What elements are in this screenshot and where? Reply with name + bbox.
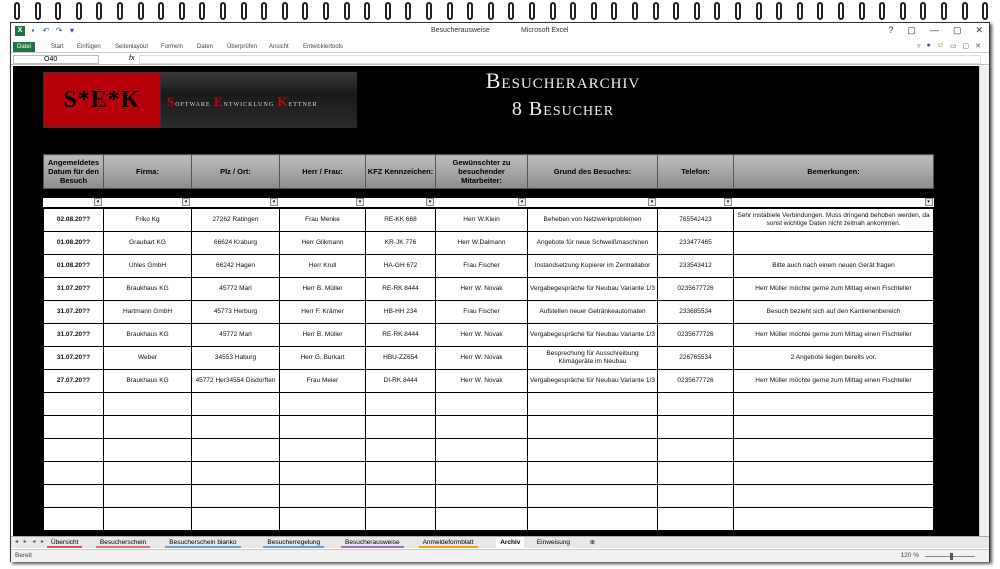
title-bar (11, 23, 989, 41)
filter-cell (734, 198, 934, 207)
empty-cell[interactable] (528, 507, 658, 530)
app-title: Microsoft Excel (521, 27, 569, 34)
table-cell[interactable]: 45772 Marl (192, 277, 280, 300)
table-cell[interactable]: Braukhaus KG (104, 277, 192, 300)
binding-ring (241, 2, 247, 20)
sheet-tab[interactable]: Übersicht (47, 537, 82, 548)
empty-cell[interactable] (734, 438, 934, 461)
empty-cell[interactable] (366, 438, 436, 461)
table-cell[interactable] (734, 231, 934, 254)
empty-table-row (44, 484, 934, 507)
empty-cell[interactable] (528, 415, 658, 438)
filter-dropdown-icon[interactable]: ▾ (518, 198, 526, 206)
filter-dropdown-icon[interactable]: ▾ (182, 198, 190, 206)
vertical-scrollbar[interactable] (979, 66, 989, 536)
chevron-down-icon[interactable]: ▿ (916, 43, 921, 50)
save-icon[interactable]: ▪ (31, 26, 35, 35)
binding-ring (96, 2, 102, 20)
sheet-tab[interactable]: Besucherschein blanko (165, 537, 240, 548)
filter-cell (658, 198, 734, 207)
empty-cell[interactable] (44, 461, 104, 484)
table-cell[interactable]: 0235677726 (658, 323, 734, 346)
binding-ring (982, 2, 988, 20)
restore-icon[interactable]: ▢ (962, 43, 970, 50)
table-cell[interactable]: 34553 Haburg (192, 346, 280, 369)
table-cell[interactable]: 31.07.20?? (44, 346, 104, 369)
binding-ring (570, 2, 576, 20)
table-cell[interactable]: 226765534 (658, 346, 734, 369)
tab-datei[interactable]: Datei (13, 42, 35, 52)
binding-ring (282, 2, 288, 20)
table-cell[interactable]: 02.08.20?? (44, 208, 104, 231)
binding-ring (261, 2, 267, 20)
empty-cell[interactable] (528, 392, 658, 415)
empty-cell[interactable] (280, 438, 366, 461)
binding-ring (550, 2, 556, 20)
help-circle-icon[interactable]: ● (926, 42, 931, 49)
filter-cell (104, 198, 192, 207)
column-header: Telefon: (658, 155, 734, 189)
sheet-tab[interactable]: Besucherausweise (341, 537, 404, 548)
document-title: Besucherausweise (431, 27, 490, 34)
customize-toolbar-icon[interactable]: ▾ (69, 26, 74, 35)
binding-ring (508, 2, 514, 20)
logo-text: S*E*K (63, 87, 141, 113)
table-cell[interactable]: Angebote für neue Schweißmaschinen (528, 231, 658, 254)
sheet-tab[interactable]: Besucherregelung (263, 537, 324, 548)
table-cell[interactable]: Herr Müller möchte gerne zum Mittag einen Fischteller (734, 369, 934, 392)
empty-cell[interactable] (280, 461, 366, 484)
table-cell[interactable]: 2 Angebote liegen bereits vor. (734, 346, 934, 369)
filter-cell (44, 198, 104, 207)
column-header: Plz / Ort: (192, 155, 280, 189)
tab-daten[interactable]: Daten (197, 44, 214, 50)
table-row (44, 323, 934, 346)
quick-access-toolbar (15, 26, 77, 36)
tab-einfuegen[interactable]: Einfügen (77, 44, 101, 50)
tab-navigation-arrows[interactable]: ◂ ▸ ◂ ▸ (15, 539, 47, 545)
empty-cell[interactable] (734, 484, 934, 507)
filter-cell (192, 198, 280, 207)
table-cell[interactable]: 45773 Herburg (192, 300, 280, 323)
sheet-tab[interactable]: Anmeldeformblatt (419, 537, 478, 548)
table-cell[interactable]: Beheben von Netzwerkproblemen (528, 208, 658, 231)
fx-icon[interactable]: fx (129, 55, 135, 62)
excel-logo-icon: X (15, 26, 25, 36)
status-bar (11, 549, 989, 562)
binding-ring (632, 2, 638, 20)
filter-cell (528, 198, 658, 207)
formula-input[interactable] (139, 55, 981, 64)
binding-ring (158, 2, 164, 20)
table-cell[interactable]: Herr Müller möchte gerne zum Mittag einen Fischteller (734, 323, 934, 346)
table-cell[interactable]: Herr W.Klein (436, 208, 528, 231)
table-cell[interactable]: Besprechung für Ausschreibung Klimageräte im Neubau (528, 346, 658, 369)
minimize-ribbon-icon[interactable]: ▭ (949, 43, 957, 50)
sheet-title: Besucherarchiv (485, 68, 641, 93)
column-header: Herr / Frau: (280, 155, 366, 189)
empty-cell[interactable] (192, 484, 280, 507)
column-header: KFZ Kennzeichen: (366, 155, 436, 189)
binding-ring (962, 2, 968, 20)
empty-cell[interactable] (280, 415, 366, 438)
empty-cell[interactable] (436, 392, 528, 415)
tab-start[interactable]: Start (51, 44, 64, 50)
table-cell[interactable]: Herr G. Burkart (280, 346, 366, 369)
binding-ring (447, 2, 453, 20)
table-cell[interactable]: 66242 Hagen (192, 254, 280, 277)
table-cell[interactable]: Braukhaus KG (104, 369, 192, 392)
visitor-count: 8 Besucher (511, 98, 615, 120)
empty-table-row (44, 507, 934, 530)
table-cell[interactable]: Sehr instabiele Verbindungen. Muss dringend behoben werden, da sonst wichtige Daten nicht zeitnah ankommen. (734, 208, 934, 231)
column-header: Bemerkungen: (734, 155, 934, 189)
column-header: Angemeldetes Datum für den Besuch (44, 155, 104, 189)
table-cell[interactable]: RE-RK 8444 (366, 323, 436, 346)
tab-seitenlayout[interactable]: Seitenlayout (115, 44, 149, 50)
empty-cell[interactable] (436, 438, 528, 461)
table-cell[interactable]: Herr F. Krämer (280, 300, 366, 323)
table-cell[interactable]: Uhles GmbH (104, 254, 192, 277)
binding-ring (179, 2, 185, 20)
sek-logo (43, 72, 161, 128)
sheet-tabs (11, 536, 989, 548)
table-row (44, 369, 934, 392)
binding-ring (653, 2, 659, 20)
empty-cell[interactable] (436, 484, 528, 507)
empty-cell[interactable] (366, 507, 436, 530)
empty-cell[interactable] (44, 507, 104, 530)
binding-ring (405, 2, 411, 20)
binding-ring (900, 2, 906, 20)
empty-cell[interactable] (192, 507, 280, 530)
binding-ring (426, 2, 432, 20)
empty-cell[interactable] (734, 507, 934, 530)
empty-cell[interactable] (528, 461, 658, 484)
sheet-tab[interactable]: Einweisung (533, 537, 574, 548)
table-cell[interactable]: Hartmann GmbH (104, 300, 192, 323)
empty-cell[interactable] (366, 461, 436, 484)
table-cell[interactable]: RE-RK 8444 (366, 277, 436, 300)
zoom-slider-thumb[interactable] (950, 553, 953, 560)
table-cell[interactable]: RE-KK 668 (366, 208, 436, 231)
binding-ring (756, 2, 762, 20)
binding-ring (797, 2, 803, 20)
empty-cell[interactable] (104, 461, 192, 484)
empty-cell[interactable] (104, 415, 192, 438)
sheet-tab[interactable]: Besucherschein (96, 537, 150, 548)
empty-table-row (44, 392, 934, 415)
binding-ring (714, 2, 720, 20)
table-cell[interactable]: Friko Kg (104, 208, 192, 231)
empty-table-row (44, 415, 934, 438)
table-cell[interactable]: Vergabegespräche für Neubau Variante 1/3 (528, 323, 658, 346)
table-cell[interactable]: Herr Krull (280, 254, 366, 277)
column-header: Gewünschter zu besuchender Mitarbeiter: (436, 155, 528, 189)
redo-icon[interactable]: ↷ (55, 26, 63, 35)
table-cell[interactable]: Herr B. Müller (280, 277, 366, 300)
binding-ring (817, 2, 823, 20)
formula-bar (11, 54, 989, 65)
table-cell[interactable]: 233685534 (658, 300, 734, 323)
binding-ring (673, 2, 679, 20)
table-cell[interactable]: Instandsetzung Kopierer im Zentrallabor (528, 254, 658, 277)
empty-table-row (44, 461, 934, 484)
empty-cell[interactable] (528, 484, 658, 507)
table-cell[interactable]: Herr Müller möchte gerne zum Mittag einen Fischteller (734, 277, 934, 300)
table-row (44, 254, 934, 277)
close-button[interactable]: ✕ (975, 25, 983, 35)
table-cell[interactable]: 31.07.20?? (44, 300, 104, 323)
empty-cell[interactable] (436, 415, 528, 438)
table-cell[interactable]: Herr W.Dalmann (436, 231, 528, 254)
table-cell[interactable]: 765542423 (658, 208, 734, 231)
table-cell[interactable]: Herr W. Novak (436, 323, 528, 346)
empty-cell[interactable] (528, 438, 658, 461)
column-header: Grund des Besuches: (528, 155, 658, 189)
table-cell[interactable]: Weber (104, 346, 192, 369)
excel-window (10, 22, 990, 562)
table-cell[interactable]: Frau Fischer (436, 254, 528, 277)
binding-ring (344, 2, 350, 20)
table-cell[interactable]: 27.07.20?? (44, 369, 104, 392)
empty-cell[interactable] (104, 484, 192, 507)
empty-cell[interactable] (44, 392, 104, 415)
table-cell[interactable]: 01.08.20?? (44, 231, 104, 254)
tab-ueberpruefen[interactable]: Überprüfen (227, 44, 258, 50)
binding-ring (735, 2, 741, 20)
binding-ring (220, 2, 226, 20)
empty-cell[interactable] (44, 484, 104, 507)
binding-ring (920, 2, 926, 20)
table-cell[interactable]: Frau Fischer (436, 300, 528, 323)
binding-ring (694, 2, 700, 20)
minimize-button[interactable]: — (929, 25, 939, 35)
filter-dropdown-icon[interactable]: ▾ (270, 198, 278, 206)
table-row (44, 277, 934, 300)
empty-cell[interactable] (104, 392, 192, 415)
empty-cell[interactable] (658, 392, 734, 415)
add-sheet-icon[interactable]: ⊕ (589, 539, 596, 546)
binding-ring (879, 2, 885, 20)
empty-cell[interactable] (658, 461, 734, 484)
binding-ring (76, 2, 82, 20)
table-cell[interactable]: Herr W. Novak (436, 369, 528, 392)
empty-cell[interactable] (658, 438, 734, 461)
tab-ansicht[interactable]: Ansicht (269, 44, 289, 50)
table-cell[interactable]: Aufstellen neuer Getränkeautomaten (528, 300, 658, 323)
binding-ring (323, 2, 329, 20)
filter-dropdown-icon[interactable]: ▾ (426, 198, 434, 206)
table-cell[interactable]: DI-RK 8444 (366, 369, 436, 392)
table-cell[interactable]: 45772 Marl (192, 323, 280, 346)
tab-entwicklertools[interactable]: Entwicklertools (303, 44, 344, 50)
binding-ring (467, 2, 473, 20)
table-cell[interactable]: Vergabegespräche für Neubau Variante 1/3 (528, 277, 658, 300)
filter-dropdown-icon[interactable]: ▾ (94, 198, 102, 206)
table-row (44, 231, 934, 254)
filter-row (43, 198, 934, 207)
filter-dropdown-icon[interactable]: ▾ (724, 198, 732, 206)
empty-cell[interactable] (734, 461, 934, 484)
name-box[interactable]: O40 (13, 55, 99, 64)
smiley-icon[interactable]: ☺ (936, 42, 944, 49)
table-cell[interactable]: 45772 Her34554 Disdorften (192, 369, 280, 392)
spiral-binding (0, 0, 1000, 22)
table-cell[interactable]: 0235677726 (658, 277, 734, 300)
table-cell[interactable]: KR-JK 776 (366, 231, 436, 254)
table-row (44, 300, 934, 323)
table-cell[interactable]: 0235677726 (658, 369, 734, 392)
filter-dropdown-icon[interactable]: ▾ (925, 198, 933, 206)
binding-ring (529, 2, 535, 20)
binding-ring (941, 2, 947, 20)
binding-ring (302, 2, 308, 20)
binding-ring (364, 2, 370, 20)
binding-ring (591, 2, 597, 20)
table-cell[interactable]: 01.08.20?? (44, 254, 104, 277)
empty-cell[interactable] (280, 392, 366, 415)
table-cell[interactable]: Frau Menke (280, 208, 366, 231)
maximize-button[interactable]: ▢ (952, 25, 962, 35)
help-icon[interactable]: ? (888, 25, 894, 35)
sheet-tab[interactable]: Archiv (496, 537, 524, 548)
table-cell[interactable]: 66624 Kraburg (192, 231, 280, 254)
table-cell[interactable]: Herr W. Novak (436, 346, 528, 369)
binding-ring (385, 2, 391, 20)
empty-cell[interactable] (280, 484, 366, 507)
empty-table-row (44, 438, 934, 461)
binding-ring (55, 2, 61, 20)
empty-cell[interactable] (104, 438, 192, 461)
binding-ring (14, 2, 20, 20)
table-row (44, 208, 934, 231)
visitor-table (43, 207, 934, 531)
column-header: Firma: (104, 155, 192, 189)
empty-cell[interactable] (192, 438, 280, 461)
table-cell[interactable]: 233477465 (658, 231, 734, 254)
empty-cell[interactable] (44, 415, 104, 438)
empty-cell[interactable] (366, 484, 436, 507)
table-cell[interactable]: Graubart KG (104, 231, 192, 254)
filter-cell (280, 198, 366, 207)
filter-dropdown-icon[interactable]: ▾ (356, 198, 364, 206)
empty-cell[interactable] (366, 392, 436, 415)
empty-cell[interactable] (658, 415, 734, 438)
table-cell[interactable]: Herr W. Novak (436, 277, 528, 300)
table-cell[interactable]: 31.07.20?? (44, 277, 104, 300)
ribbon-right-controls (917, 42, 981, 50)
table-cell[interactable]: Vergabegespräche für Neubau Variante 1/3 (528, 369, 658, 392)
empty-cell[interactable] (366, 415, 436, 438)
empty-cell[interactable] (734, 415, 934, 438)
table-cell[interactable]: HBU-ZZ654 (366, 346, 436, 369)
table-cell[interactable]: Frau Meier (280, 369, 366, 392)
empty-cell[interactable] (734, 392, 934, 415)
empty-cell[interactable] (658, 484, 734, 507)
empty-cell[interactable] (192, 392, 280, 415)
table-cell[interactable]: HA-GH 672 (366, 254, 436, 277)
window-controls (888, 25, 983, 36)
table-cell[interactable]: 27262 Ratingen (192, 208, 280, 231)
close-workbook-icon[interactable]: ✕ (975, 43, 981, 50)
table-row (44, 346, 934, 369)
table-cell[interactable]: Braukhaus KG (104, 323, 192, 346)
status-ready: Bereit (15, 552, 32, 559)
table-cell[interactable]: Herr B. Müller (280, 323, 366, 346)
empty-cell[interactable] (658, 507, 734, 530)
binding-ring (838, 2, 844, 20)
table-header (43, 154, 934, 189)
empty-cell[interactable] (192, 415, 280, 438)
table-cell[interactable]: Herr Glikmann (280, 231, 366, 254)
binding-ring (117, 2, 123, 20)
table-cell[interactable]: Besuch bezieht sich auf den Kantienenbereich (734, 300, 934, 323)
undo-icon[interactable]: ↶ (42, 26, 50, 35)
empty-cell[interactable] (436, 461, 528, 484)
binding-ring (859, 2, 865, 20)
empty-cell[interactable] (280, 507, 366, 530)
binding-ring (488, 2, 494, 20)
table-cell[interactable]: Bitte auch nach einem neuen Gerät fragen (734, 254, 934, 277)
ribbon-display-icon[interactable]: ▢ (907, 25, 916, 35)
binding-ring (138, 2, 144, 20)
table-cell[interactable]: 31.07.20?? (44, 323, 104, 346)
binding-ring (199, 2, 205, 20)
zoom-level[interactable]: 120 % (900, 552, 919, 559)
binding-ring (35, 2, 41, 20)
empty-cell[interactable] (436, 507, 528, 530)
table-cell[interactable]: HB-HH 234 (366, 300, 436, 323)
filter-dropdown-icon[interactable]: ▾ (648, 198, 656, 206)
worksheet[interactable] (13, 66, 979, 536)
table-cell[interactable]: 233543412 (658, 254, 734, 277)
empty-cell[interactable] (104, 507, 192, 530)
binding-ring (611, 2, 617, 20)
ribbon-tabs (11, 41, 989, 53)
empty-cell[interactable] (44, 438, 104, 461)
company-name: Software Entwicklung Kettner (167, 94, 318, 109)
empty-cell[interactable] (192, 461, 280, 484)
binding-ring (776, 2, 782, 20)
filter-cell (366, 198, 436, 207)
filter-cell (436, 198, 528, 207)
tab-formeln[interactable]: Formeln (161, 44, 184, 50)
